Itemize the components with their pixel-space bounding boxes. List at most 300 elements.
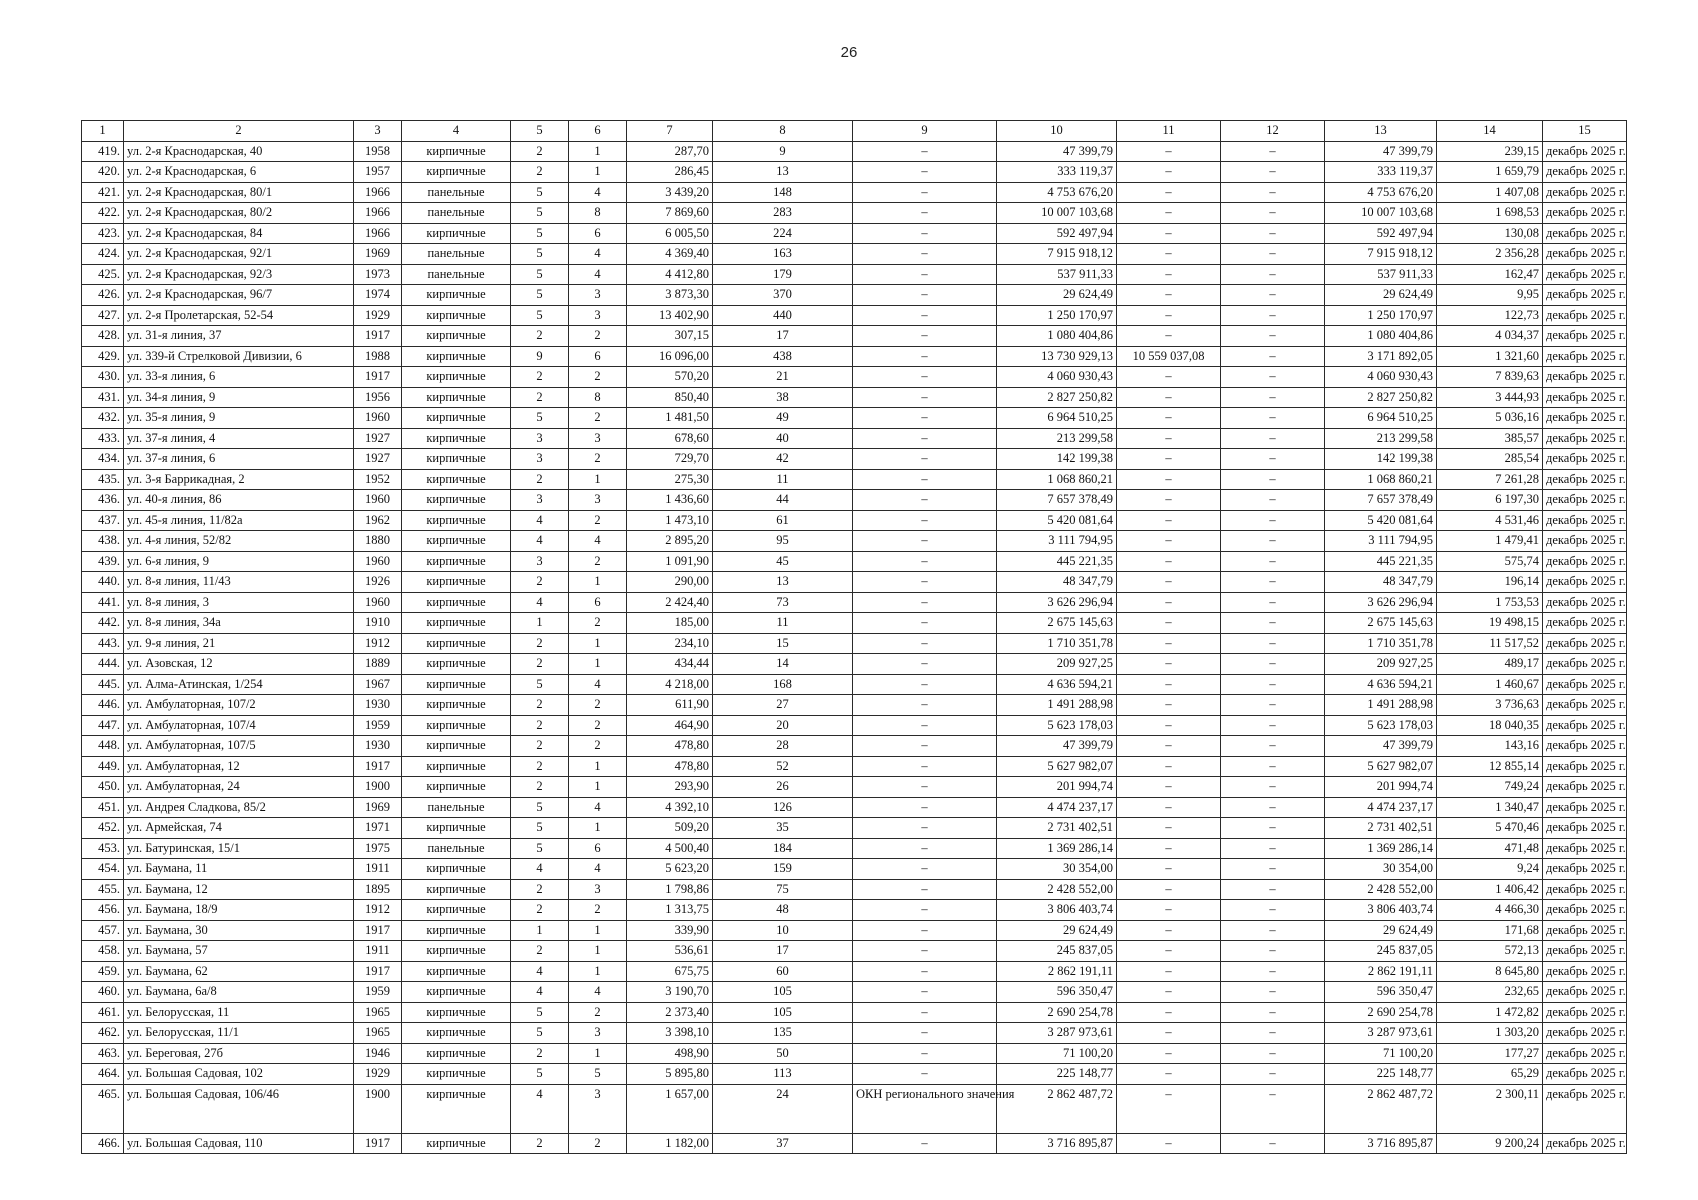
table-cell-col-8: 179 — [713, 264, 853, 285]
table-cell-col-1: 424. — [82, 244, 124, 265]
table-cell-col-1: 445. — [82, 674, 124, 695]
column-header-7: 7 — [627, 121, 713, 142]
table-cell-col-14: 1 460,67 — [1437, 674, 1543, 695]
table-row — [82, 305, 1627, 326]
table-cell-col-12: – — [1221, 223, 1325, 244]
table-cell-col-3: 1911 — [354, 941, 402, 962]
table-cell-col-12: – — [1221, 244, 1325, 265]
table-cell-col-9: – — [853, 900, 997, 921]
table-cell-col-9: – — [853, 1133, 997, 1154]
table-row — [82, 510, 1627, 531]
table-cell-col-1: 433. — [82, 428, 124, 449]
table-cell-col-15: декабрь 2025 г. — [1543, 346, 1627, 367]
table-cell-col-9: – — [853, 859, 997, 880]
table-cell-col-11: – — [1117, 797, 1221, 818]
table-cell-col-9: – — [853, 941, 997, 962]
table-cell-col-8: 49 — [713, 408, 853, 429]
table-cell-col-11: – — [1117, 428, 1221, 449]
table-cell-col-11: – — [1117, 162, 1221, 183]
table-cell-col-11: – — [1117, 510, 1221, 531]
table-cell-col-7: 1 798,86 — [627, 879, 713, 900]
table-row — [82, 941, 1627, 962]
table-cell-col-9: – — [853, 1002, 997, 1023]
table-cell-col-15: декабрь 2025 г. — [1543, 818, 1627, 839]
table-cell-col-9: – — [853, 654, 997, 675]
table-row — [82, 326, 1627, 347]
table-cell-col-2: ул. Большая Садовая, 110 — [124, 1133, 354, 1154]
table-cell-col-7: 434,44 — [627, 654, 713, 675]
table-cell-col-12: – — [1221, 264, 1325, 285]
table-cell-col-6: 1 — [569, 162, 627, 183]
table-cell-col-2: ул. Алма-Атинская, 1/254 — [124, 674, 354, 695]
table-cell-col-15: декабрь 2025 г. — [1543, 1043, 1627, 1064]
column-header-1: 1 — [82, 121, 124, 142]
column-header-5: 5 — [511, 121, 569, 142]
table-cell-col-2: ул. 34-я линия, 9 — [124, 387, 354, 408]
table-cell-col-15: декабрь 2025 г. — [1543, 1084, 1627, 1133]
table-cell-col-13: 213 299,58 — [1325, 428, 1437, 449]
table-cell-col-13: 3 806 403,74 — [1325, 900, 1437, 921]
table-cell-col-4: кирпичные — [402, 223, 511, 244]
table-cell-col-12: – — [1221, 1043, 1325, 1064]
table-cell-col-3: 1880 — [354, 531, 402, 552]
table-cell-col-10: 2 862 487,72 — [997, 1084, 1117, 1133]
table-cell-col-6: 3 — [569, 1084, 627, 1133]
table-cell-col-11: – — [1117, 941, 1221, 962]
table-cell-col-5: 5 — [511, 285, 569, 306]
table-cell-col-4: кирпичные — [402, 941, 511, 962]
table-cell-col-9: – — [853, 818, 997, 839]
table-cell-col-7: 5 895,80 — [627, 1064, 713, 1085]
table-cell-col-4: кирпичные — [402, 736, 511, 757]
table-cell-col-6: 2 — [569, 551, 627, 572]
table-cell-col-6: 6 — [569, 592, 627, 613]
table-cell-col-8: 14 — [713, 654, 853, 675]
table-cell-col-9: – — [853, 633, 997, 654]
table-cell-col-15: декабрь 2025 г. — [1543, 490, 1627, 511]
table-cell-col-3: 1952 — [354, 469, 402, 490]
table-cell-col-8: 26 — [713, 777, 853, 798]
table-cell-col-12: – — [1221, 613, 1325, 634]
table-cell-col-9: – — [853, 982, 997, 1003]
table-cell-col-8: 113 — [713, 1064, 853, 1085]
table-cell-col-13: 29 624,49 — [1325, 285, 1437, 306]
table-cell-col-13: 592 497,94 — [1325, 223, 1437, 244]
table-row — [82, 223, 1627, 244]
table-cell-col-12: – — [1221, 1084, 1325, 1133]
table-cell-col-3: 1917 — [354, 367, 402, 388]
table-cell-col-13: 1 080 404,86 — [1325, 326, 1437, 347]
table-cell-col-1: 451. — [82, 797, 124, 818]
table-cell-col-15: декабрь 2025 г. — [1543, 428, 1627, 449]
table-cell-col-1: 428. — [82, 326, 124, 347]
table-cell-col-6: 2 — [569, 613, 627, 634]
table-cell-col-6: 1 — [569, 633, 627, 654]
table-cell-col-15: декабрь 2025 г. — [1543, 531, 1627, 552]
table-row — [82, 756, 1627, 777]
column-header-12: 12 — [1221, 121, 1325, 142]
table-cell-col-2: ул. 35-я линия, 9 — [124, 408, 354, 429]
table-cell-col-3: 1956 — [354, 387, 402, 408]
table-cell-col-3: 1975 — [354, 838, 402, 859]
table-row — [82, 859, 1627, 880]
table-cell-col-1: 431. — [82, 387, 124, 408]
table-cell-col-7: 570,20 — [627, 367, 713, 388]
table-cell-col-5: 5 — [511, 408, 569, 429]
table-cell-col-9: – — [853, 572, 997, 593]
table-cell-col-8: 163 — [713, 244, 853, 265]
table-cell-col-10: 4 060 930,43 — [997, 367, 1117, 388]
table-cell-col-9: – — [853, 756, 997, 777]
table-cell-col-10: 47 399,79 — [997, 736, 1117, 757]
table-cell-col-4: кирпичные — [402, 162, 511, 183]
table-cell-col-7: 3 439,20 — [627, 182, 713, 203]
table-cell-col-13: 445 221,35 — [1325, 551, 1437, 572]
table-cell-col-8: 283 — [713, 203, 853, 224]
table-cell-col-4: кирпичные — [402, 1133, 511, 1154]
table-cell-col-4: кирпичные — [402, 592, 511, 613]
table-row — [82, 264, 1627, 285]
page-number: 26 — [840, 44, 858, 61]
table-cell-col-11: – — [1117, 1043, 1221, 1064]
table-cell-col-13: 3 626 296,94 — [1325, 592, 1437, 613]
table-cell-col-4: панельные — [402, 244, 511, 265]
table-cell-col-12: – — [1221, 941, 1325, 962]
table-cell-col-14: 65,29 — [1437, 1064, 1543, 1085]
table-cell-col-2: ул. Белорусская, 11 — [124, 1002, 354, 1023]
table-cell-col-5: 2 — [511, 756, 569, 777]
table-cell-col-12: – — [1221, 449, 1325, 470]
table-cell-col-7: 307,15 — [627, 326, 713, 347]
column-header-14: 14 — [1437, 121, 1543, 142]
table-cell-col-6: 1 — [569, 1043, 627, 1064]
table-cell-col-4: кирпичные — [402, 654, 511, 675]
table-cell-col-6: 2 — [569, 326, 627, 347]
table-cell-col-10: 4 474 237,17 — [997, 797, 1117, 818]
table-row — [82, 982, 1627, 1003]
table-cell-col-11: – — [1117, 1002, 1221, 1023]
table-cell-col-4: кирпичные — [402, 1043, 511, 1064]
table-cell-col-13: 4 753 676,20 — [1325, 182, 1437, 203]
table-cell-col-2: ул. Баумана, 12 — [124, 879, 354, 900]
table-cell-col-2: ул. 8-я линия, 3 — [124, 592, 354, 613]
table-cell-col-11: – — [1117, 264, 1221, 285]
table-cell-col-11: – — [1117, 387, 1221, 408]
table-row — [82, 469, 1627, 490]
table-cell-col-5: 9 — [511, 346, 569, 367]
table-cell-col-13: 71 100,20 — [1325, 1043, 1437, 1064]
table-cell-col-3: 1917 — [354, 326, 402, 347]
table-cell-col-12: – — [1221, 674, 1325, 695]
table-cell-col-7: 287,70 — [627, 141, 713, 162]
table-cell-col-14: 1 472,82 — [1437, 1002, 1543, 1023]
table-cell-col-3: 1917 — [354, 961, 402, 982]
table-cell-col-12: – — [1221, 408, 1325, 429]
table-cell-col-9: – — [853, 162, 997, 183]
table-cell-col-14: 572,13 — [1437, 941, 1543, 962]
table-cell-col-4: кирпичные — [402, 1084, 511, 1133]
table-cell-col-3: 1917 — [354, 756, 402, 777]
table-cell-col-2: ул. 6-я линия, 9 — [124, 551, 354, 572]
table-cell-col-14: 1 659,79 — [1437, 162, 1543, 183]
table-cell-col-15: декабрь 2025 г. — [1543, 367, 1627, 388]
table-cell-col-2: ул. 339-й Стрелковой Дивизии, 6 — [124, 346, 354, 367]
table-cell-col-10: 1 250 170,97 — [997, 305, 1117, 326]
table-cell-col-14: 177,27 — [1437, 1043, 1543, 1064]
table-cell-col-15: декабрь 2025 г. — [1543, 1133, 1627, 1154]
table-cell-col-1: 432. — [82, 408, 124, 429]
table-cell-col-14: 1 321,60 — [1437, 346, 1543, 367]
table-cell-col-13: 3 171 892,05 — [1325, 346, 1437, 367]
table-cell-col-12: – — [1221, 961, 1325, 982]
table-cell-col-10: 2 690 254,78 — [997, 1002, 1117, 1023]
column-header-15: 15 — [1543, 121, 1627, 142]
table-cell-col-7: 675,75 — [627, 961, 713, 982]
table-cell-col-2: ул. Амбулаторная, 107/5 — [124, 736, 354, 757]
table-cell-col-2: ул. 9-я линия, 21 — [124, 633, 354, 654]
table-cell-col-7: 509,20 — [627, 818, 713, 839]
table-cell-col-8: 61 — [713, 510, 853, 531]
table-cell-col-12: – — [1221, 818, 1325, 839]
table-cell-col-2: ул. 4-я линия, 52/82 — [124, 531, 354, 552]
table-cell-col-8: 13 — [713, 572, 853, 593]
table-cell-col-5: 2 — [511, 1133, 569, 1154]
table-cell-col-4: кирпичные — [402, 510, 511, 531]
table-cell-col-13: 2 690 254,78 — [1325, 1002, 1437, 1023]
table-cell-col-15: декабрь 2025 г. — [1543, 756, 1627, 777]
table-cell-col-1: 457. — [82, 920, 124, 941]
table-cell-col-11: – — [1117, 469, 1221, 490]
table-cell-col-10: 1 491 288,98 — [997, 695, 1117, 716]
table-cell-col-3: 1967 — [354, 674, 402, 695]
table-cell-col-13: 333 119,37 — [1325, 162, 1437, 183]
table-cell-col-6: 2 — [569, 715, 627, 736]
table-cell-col-1: 434. — [82, 449, 124, 470]
table-cell-col-1: 427. — [82, 305, 124, 326]
table-cell-col-10: 3 806 403,74 — [997, 900, 1117, 921]
table-cell-col-9: – — [853, 1064, 997, 1085]
table-cell-col-7: 498,90 — [627, 1043, 713, 1064]
table-cell-col-15: декабрь 2025 г. — [1543, 1023, 1627, 1044]
table-row — [82, 961, 1627, 982]
table-cell-col-11: – — [1117, 203, 1221, 224]
table-cell-col-4: кирпичные — [402, 326, 511, 347]
table-cell-col-12: – — [1221, 1002, 1325, 1023]
table-cell-col-12: – — [1221, 387, 1325, 408]
table-cell-col-4: кирпичные — [402, 387, 511, 408]
table-cell-col-9: – — [853, 613, 997, 634]
table-cell-col-15: декабрь 2025 г. — [1543, 182, 1627, 203]
table-cell-col-9: – — [853, 674, 997, 695]
table-cell-col-14: 471,48 — [1437, 838, 1543, 859]
table-cell-col-10: 3 287 973,61 — [997, 1023, 1117, 1044]
table-cell-col-4: кирпичные — [402, 428, 511, 449]
table-cell-col-10: 13 730 929,13 — [997, 346, 1117, 367]
table-cell-col-6: 3 — [569, 285, 627, 306]
table-cell-col-5: 5 — [511, 223, 569, 244]
table-cell-col-5: 2 — [511, 387, 569, 408]
table-row — [82, 490, 1627, 511]
table-cell-col-7: 1 481,50 — [627, 408, 713, 429]
table-cell-col-2: ул. 2-я Краснодарская, 96/7 — [124, 285, 354, 306]
table-cell-col-5: 5 — [511, 1023, 569, 1044]
table-cell-col-7: 1 182,00 — [627, 1133, 713, 1154]
table-cell-col-6: 6 — [569, 223, 627, 244]
table-cell-col-15: декабрь 2025 г. — [1543, 285, 1627, 306]
table-cell-col-15: декабрь 2025 г. — [1543, 879, 1627, 900]
table-cell-col-10: 142 199,38 — [997, 449, 1117, 470]
table-cell-col-10: 7 915 918,12 — [997, 244, 1117, 265]
table-cell-col-12: – — [1221, 490, 1325, 511]
table-cell-col-12: – — [1221, 695, 1325, 716]
column-number-row — [82, 121, 1627, 142]
table-cell-col-5: 4 — [511, 982, 569, 1003]
table-cell-col-2: ул. 3-я Баррикадная, 2 — [124, 469, 354, 490]
table-cell-col-3: 1962 — [354, 510, 402, 531]
table-cell-col-9: – — [853, 736, 997, 757]
table-cell-col-8: 37 — [713, 1133, 853, 1154]
table-cell-col-15: декабрь 2025 г. — [1543, 1002, 1627, 1023]
table-cell-col-15: декабрь 2025 г. — [1543, 244, 1627, 265]
table-cell-col-13: 7 915 918,12 — [1325, 244, 1437, 265]
table-cell-col-12: – — [1221, 859, 1325, 880]
table-cell-col-15: декабрь 2025 г. — [1543, 326, 1627, 347]
table-cell-col-13: 48 347,79 — [1325, 572, 1437, 593]
table-cell-col-14: 9,24 — [1437, 859, 1543, 880]
table-cell-col-6: 2 — [569, 900, 627, 921]
table-cell-col-5: 5 — [511, 797, 569, 818]
table-cell-col-5: 2 — [511, 572, 569, 593]
table-cell-col-14: 7 261,28 — [1437, 469, 1543, 490]
table-cell-col-5: 2 — [511, 879, 569, 900]
table-cell-col-5: 2 — [511, 141, 569, 162]
table-cell-col-7: 185,00 — [627, 613, 713, 634]
table-cell-col-4: панельные — [402, 838, 511, 859]
table-cell-col-7: 293,90 — [627, 777, 713, 798]
table-row — [82, 572, 1627, 593]
table-cell-col-7: 478,80 — [627, 736, 713, 757]
table-cell-col-3: 1911 — [354, 859, 402, 880]
table-cell-col-1: 463. — [82, 1043, 124, 1064]
table-cell-col-4: кирпичные — [402, 674, 511, 695]
table-cell-col-5: 2 — [511, 162, 569, 183]
table-cell-col-14: 9,95 — [1437, 285, 1543, 306]
table-cell-col-1: 449. — [82, 756, 124, 777]
table-cell-col-2: ул. 2-я Краснодарская, 80/1 — [124, 182, 354, 203]
table-cell-col-15: декабрь 2025 г. — [1543, 572, 1627, 593]
table-cell-col-2: ул. Белорусская, 11/1 — [124, 1023, 354, 1044]
table-cell-col-6: 2 — [569, 1133, 627, 1154]
table-cell-col-5: 4 — [511, 1084, 569, 1133]
table-cell-col-8: 48 — [713, 900, 853, 921]
table-cell-col-4: кирпичные — [402, 572, 511, 593]
table-cell-col-5: 5 — [511, 818, 569, 839]
table-cell-col-11: – — [1117, 490, 1221, 511]
table-cell-col-6: 4 — [569, 797, 627, 818]
table-cell-col-1: 465. — [82, 1084, 124, 1133]
table-cell-col-14: 4 034,37 — [1437, 326, 1543, 347]
table-cell-col-14: 1 753,53 — [1437, 592, 1543, 613]
table-cell-col-12: – — [1221, 777, 1325, 798]
table-cell-col-8: 135 — [713, 1023, 853, 1044]
table-cell-col-3: 1965 — [354, 1002, 402, 1023]
table-cell-col-4: кирпичные — [402, 141, 511, 162]
table-cell-col-13: 5 420 081,64 — [1325, 510, 1437, 531]
table-cell-col-14: 5 470,46 — [1437, 818, 1543, 839]
table-cell-col-12: – — [1221, 1023, 1325, 1044]
table-cell-col-11: – — [1117, 982, 1221, 1003]
table-cell-col-13: 5 623 178,03 — [1325, 715, 1437, 736]
table-row — [82, 695, 1627, 716]
table-cell-col-5: 2 — [511, 736, 569, 757]
table-cell-col-15: декабрь 2025 г. — [1543, 203, 1627, 224]
table-cell-col-13: 2 862 487,72 — [1325, 1084, 1437, 1133]
table-cell-col-11: – — [1117, 408, 1221, 429]
table-cell-col-8: 95 — [713, 531, 853, 552]
table-cell-col-8: 10 — [713, 920, 853, 941]
table-cell-col-8: 44 — [713, 490, 853, 511]
table-cell-col-7: 4 392,10 — [627, 797, 713, 818]
table-cell-col-8: 40 — [713, 428, 853, 449]
table-row — [82, 1084, 1627, 1133]
table-row — [82, 736, 1627, 757]
table-cell-col-1: 423. — [82, 223, 124, 244]
table-cell-col-9: – — [853, 1043, 997, 1064]
table-cell-col-15: декабрь 2025 г. — [1543, 305, 1627, 326]
table-cell-col-14: 3 444,93 — [1437, 387, 1543, 408]
table-cell-col-9: ОКН регионального значения — [853, 1084, 997, 1133]
table-cell-col-14: 130,08 — [1437, 223, 1543, 244]
table-cell-col-12: – — [1221, 285, 1325, 306]
table-cell-col-5: 2 — [511, 777, 569, 798]
table-row — [82, 838, 1627, 859]
table-cell-col-9: – — [853, 367, 997, 388]
table-cell-col-5: 4 — [511, 859, 569, 880]
table-cell-col-11: – — [1117, 1084, 1221, 1133]
table-cell-col-4: кирпичные — [402, 1023, 511, 1044]
column-header-4: 4 — [402, 121, 511, 142]
table-cell-col-10: 225 148,77 — [997, 1064, 1117, 1085]
table-cell-col-8: 35 — [713, 818, 853, 839]
table-cell-col-1: 439. — [82, 551, 124, 572]
table-cell-col-8: 168 — [713, 674, 853, 695]
table-row — [82, 408, 1627, 429]
table-cell-col-10: 2 675 145,63 — [997, 613, 1117, 634]
table-cell-col-14: 285,54 — [1437, 449, 1543, 470]
table-cell-col-10: 1 710 351,78 — [997, 633, 1117, 654]
table-cell-col-4: кирпичные — [402, 920, 511, 941]
table-cell-col-6: 1 — [569, 469, 627, 490]
table-cell-col-13: 2 428 552,00 — [1325, 879, 1437, 900]
table-cell-col-11: 10 559 037,08 — [1117, 346, 1221, 367]
table-cell-col-14: 19 498,15 — [1437, 613, 1543, 634]
table-cell-col-6: 1 — [569, 572, 627, 593]
table-cell-col-2: ул. 2-я Краснодарская, 6 — [124, 162, 354, 183]
table-cell-col-8: 42 — [713, 449, 853, 470]
table-cell-col-14: 385,57 — [1437, 428, 1543, 449]
table-row — [82, 797, 1627, 818]
table-cell-col-13: 142 199,38 — [1325, 449, 1437, 470]
table-cell-col-5: 2 — [511, 941, 569, 962]
table-row — [82, 244, 1627, 265]
table-cell-col-13: 29 624,49 — [1325, 920, 1437, 941]
table-cell-col-3: 1988 — [354, 346, 402, 367]
table-cell-col-10: 5 627 982,07 — [997, 756, 1117, 777]
table-cell-col-11: – — [1117, 838, 1221, 859]
table-cell-col-14: 5 036,16 — [1437, 408, 1543, 429]
table-cell-col-8: 45 — [713, 551, 853, 572]
table-row — [82, 613, 1627, 634]
